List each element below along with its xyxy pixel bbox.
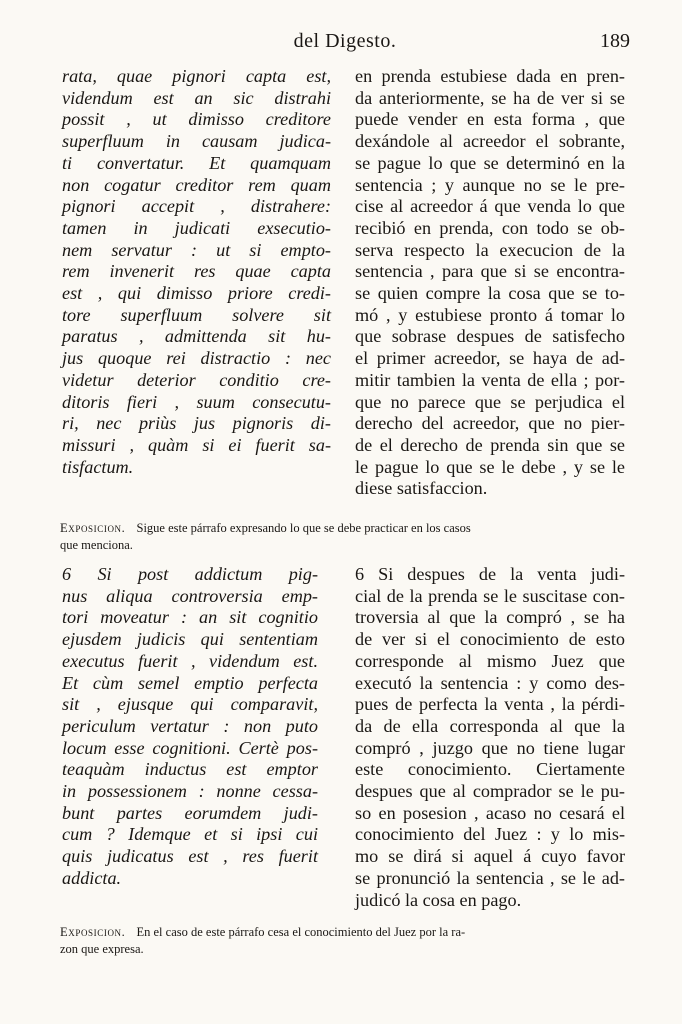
exposicion-label: Exposicion.	[60, 521, 126, 535]
text-line: possit , ut dimisso creditore	[62, 109, 331, 130]
text-line: videtur deterior conditio cre-	[62, 369, 331, 390]
text-line: paratus , admittenda sit hu-	[62, 326, 331, 347]
spanish-column-section-6	[355, 564, 625, 911]
text-line: le pague lo que se le debe , y se le	[355, 456, 625, 477]
text-line: conocimiento del Juez : y lo mis-	[355, 824, 625, 845]
exposicion-text: En el caso de este párrafo cesa el conocimiento del Juez por la ra-	[136, 925, 466, 939]
text-line: judicó la cosa en pago.	[355, 889, 522, 910]
text-line: sit , ejusque qui comparavit,	[62, 694, 318, 715]
exposicion-text: zon que expresa.	[60, 942, 144, 956]
running-header	[60, 30, 630, 56]
text-line: de el derecho de prenda sin que se	[355, 434, 625, 455]
text-line: missuri , quàm si ei fuerit sa-	[62, 434, 331, 455]
text-line: tamen in judicati exsecutio-	[62, 217, 331, 238]
exposicion-line	[60, 520, 625, 537]
page-number: 189	[600, 30, 630, 52]
text-line: compró , juzgo que no tiene lugar	[355, 737, 625, 758]
text-line: Et cùm semel emptio perfecta	[62, 672, 318, 693]
text-line: tore superfluum solvere sit	[62, 304, 331, 325]
text-line: mitir tambien la venta de ella ; por-	[355, 369, 625, 390]
text-line: so en posesion , acaso no cesará el	[355, 802, 625, 823]
text-line: ejusdem judicis qui sententiam	[62, 629, 318, 650]
text-line: puede vender en esta forma , que	[355, 109, 625, 130]
text-line: este conocimiento. Ciertamente	[355, 759, 625, 780]
text-line: se quien compre la cosa que se to-	[355, 283, 625, 304]
text-line: bunt partes eorumdem judi-	[62, 802, 318, 823]
text-line: cial de la prenda se le suscitase con-	[355, 585, 625, 606]
text-line: ri, nec priùs jus pignoris di-	[62, 413, 331, 434]
latin-column-section-5	[62, 66, 331, 478]
text-line: cum ? Idemque et si ipsi cui	[62, 824, 318, 845]
exposicion-text: Sigue este párrafo expresando lo que se debe practicar en los casos	[136, 521, 471, 535]
text-line: ti convertatur. Et quamquam	[62, 152, 331, 173]
text-line: troversia al que la compró , se ha	[355, 607, 625, 628]
text-line: ditoris fieri , suum consecutu-	[62, 391, 331, 412]
text-line: el primer acreedor, se haya de ad-	[355, 348, 625, 369]
text-line: da de ella corresponda al que la	[355, 715, 625, 736]
exposicion-text: que menciona.	[60, 538, 133, 552]
text-line: sentencia ; y aunque no se le pre-	[355, 174, 625, 195]
text-line: videndum est an sic distrahi	[62, 87, 331, 108]
text-line: se pronunció la sentencia , se le ad-	[355, 867, 625, 888]
text-line: executó la sentencia : y como des-	[355, 672, 625, 693]
spanish-column-section-5	[355, 66, 625, 500]
text-line: sentencia , para que si se encontra-	[355, 261, 625, 282]
text-line: serva respecto la execucion de la	[355, 239, 625, 260]
text-line: nus aliqua controversia emp-	[62, 585, 318, 606]
text-line: mo se dirá si aquel á cuyo favor	[355, 846, 625, 867]
text-line: superfluum in causam judica-	[62, 131, 331, 152]
text-line: locum esse cognitioni. Certè pos-	[62, 737, 318, 758]
text-line: rem invenerit res quae capta	[62, 261, 331, 282]
text-line: cise al acreedor á que venda lo que	[355, 196, 625, 217]
text-line: 6 Si post addictum pig-	[62, 564, 318, 584]
text-line: en prenda estubiese dada en pren-	[355, 66, 625, 86]
exposicion-line	[60, 924, 625, 941]
latin-column-section-6	[62, 564, 318, 890]
text-line: quis judicatus est , res fuerit	[62, 846, 318, 867]
text-line: se pague lo que se determinó en la	[355, 152, 625, 173]
text-line: de ver si el conocimiento de esto	[355, 629, 625, 650]
text-line: tori moveatur : an sit cognitio	[62, 607, 318, 628]
text-line: non cogatur creditor rem quam	[62, 174, 331, 195]
text-line: executus fuerit , videndum est.	[62, 650, 318, 671]
text-line: mó , y estubiese pronto á tomar lo	[355, 304, 625, 325]
text-line: da anteriormente, se ha de ver si se	[355, 87, 625, 108]
text-line: que sobrase despues de satisfecho	[355, 326, 625, 347]
text-line: nem servatur : ut si empto-	[62, 239, 331, 260]
text-line: derecho del acreedor, que no pier-	[355, 413, 625, 434]
text-line: que no parece que se perjudica el	[355, 391, 625, 412]
text-line: periculum vertatur : non puto	[62, 715, 318, 736]
text-line: pues de perfecta la venta , la pérdi-	[355, 694, 625, 715]
exposicion-section-6	[60, 924, 625, 958]
text-line: pignori accepit , distrahere:	[62, 196, 331, 217]
text-line: jus quoque rei distractio : nec	[62, 348, 331, 369]
text-line: teaquàm inductus est emptor	[62, 759, 318, 780]
text-line: addicta.	[62, 867, 122, 888]
text-line: diese satisfaccion.	[355, 478, 488, 499]
text-line: despues que al comprador se le pu-	[355, 781, 625, 802]
text-line: tisfactum.	[62, 456, 134, 477]
text-line: est , qui dimisso priore credi-	[62, 283, 331, 304]
text-line: 6 Si despues de la venta judi-	[355, 564, 625, 584]
text-line: rata, quae pignori capta est,	[62, 66, 331, 86]
text-line: recibió en prenda, con todo se ob-	[355, 217, 625, 238]
exposicion-section-5	[60, 520, 625, 554]
text-line: dexándole al acreedor el sobrante,	[355, 131, 625, 152]
exposicion-label: Exposicion.	[60, 925, 126, 939]
running-title: del Digesto.	[293, 30, 397, 52]
text-line: in possessionem : nonne cessa-	[62, 781, 318, 802]
text-line: corresponde al mismo Juez que	[355, 650, 625, 671]
